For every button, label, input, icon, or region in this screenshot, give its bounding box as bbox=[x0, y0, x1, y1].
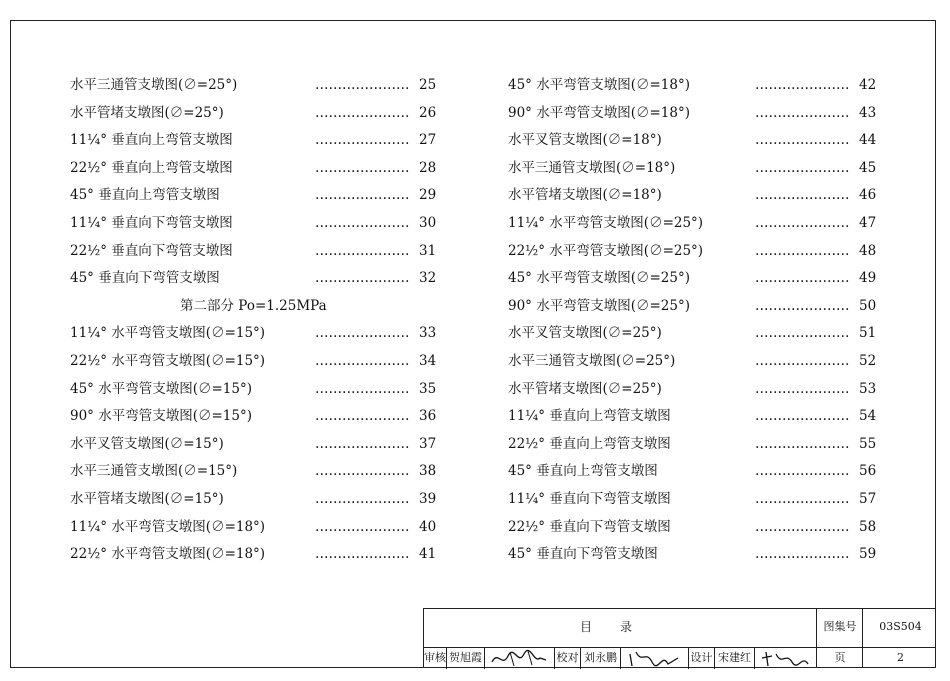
toc-leader-dots: ………………… bbox=[755, 242, 850, 259]
toc-leader-dots: ………………… bbox=[315, 159, 410, 176]
toc-leader-dots: ………………… bbox=[755, 270, 850, 287]
designer-name: 宋建红 bbox=[718, 651, 751, 664]
section-heading bbox=[70, 293, 435, 321]
toc-entry-title: 22½° 水平弯管支墩图(∅=25°) bbox=[508, 242, 704, 259]
toc-entry bbox=[70, 155, 435, 183]
toc-page-number: 29 bbox=[419, 187, 437, 204]
toc-page-number: 51 bbox=[859, 325, 877, 342]
toc-page-number: 50 bbox=[859, 297, 877, 314]
toc-entry-title: 22½° 垂直向上弯管支墩图 bbox=[508, 435, 671, 452]
toc-entry bbox=[70, 541, 435, 569]
toc-page-number: 33 bbox=[419, 325, 437, 342]
toc-entry bbox=[70, 320, 435, 348]
toc-page-number: 31 bbox=[419, 242, 437, 259]
toc-entry bbox=[70, 72, 435, 100]
toc-leader-dots: ………………… bbox=[315, 270, 410, 287]
toc-leader-dots: ………………… bbox=[315, 214, 410, 231]
toc-entry-title: 11¼° 垂直向上弯管支墩图 bbox=[508, 408, 671, 425]
design-label: 设计 bbox=[690, 651, 713, 664]
toc-entry bbox=[508, 155, 877, 183]
toc-leader-dots: ………………… bbox=[755, 435, 850, 452]
title-block-col-divider bbox=[754, 647, 755, 669]
toc-entry bbox=[70, 127, 435, 155]
toc-entry-title: 11¼° 水平弯管支墩图(∅=18°) bbox=[70, 518, 266, 535]
toc-leader-dots: ………………… bbox=[755, 380, 850, 397]
toc-entry bbox=[508, 238, 877, 266]
toc-page-number: 49 bbox=[859, 270, 877, 287]
toc-leader-dots: ………………… bbox=[755, 518, 850, 535]
toc-entry bbox=[508, 403, 877, 431]
toc-entry bbox=[508, 265, 877, 293]
toc-leader-dots: ………………… bbox=[315, 490, 410, 507]
toc-entry bbox=[70, 486, 435, 514]
title-block-col-divider bbox=[484, 647, 485, 669]
toc-entry bbox=[70, 403, 435, 431]
toc-entry-title: 水平叉管支墩图(∅=25°) bbox=[508, 325, 662, 342]
review-label: 审核 bbox=[424, 651, 446, 664]
toc-entry bbox=[508, 127, 877, 155]
section-heading-text: 第二部分 Po=1.25MPa bbox=[180, 297, 327, 314]
toc-entry bbox=[508, 182, 877, 210]
toc-entry-title: 22½° 垂直向下弯管支墩图 bbox=[70, 242, 233, 259]
toc-entry bbox=[508, 320, 877, 348]
toc-leader-dots: ………………… bbox=[755, 352, 850, 369]
toc-entry-title: 11¼° 水平弯管支墩图(∅=15°) bbox=[70, 325, 266, 342]
toc-entry-title: 水平三通管支墩图(∅=15°) bbox=[70, 463, 238, 480]
toc-entry-title: 水平三通管支墩图(∅=18°) bbox=[508, 159, 676, 176]
toc-page-number: 38 bbox=[419, 463, 437, 480]
toc-leader-dots: ………………… bbox=[315, 325, 410, 342]
toc-entry-title: 水平三通管支墩图(∅=25°) bbox=[508, 352, 676, 369]
toc-page-number: 56 bbox=[859, 463, 877, 480]
toc-entry bbox=[70, 376, 435, 404]
toc-page-number: 58 bbox=[859, 518, 877, 535]
toc-leader-dots: ………………… bbox=[315, 408, 410, 425]
atlas-number-label: 图集号 bbox=[823, 620, 857, 633]
toc-entry-title: 45° 垂直向上弯管支墩图 bbox=[70, 187, 220, 204]
toc-entry bbox=[70, 238, 435, 266]
toc-entry-title: 45° 水平弯管支墩图(∅=18°) bbox=[508, 77, 690, 93]
toc-left-column bbox=[70, 72, 435, 569]
checker-name: 刘永鹏 bbox=[584, 651, 617, 664]
toc-page-number: 44 bbox=[859, 132, 877, 149]
toc-entry-title: 90° 水平弯管支墩图(∅=25°) bbox=[508, 297, 690, 314]
toc-leader-dots: ………………… bbox=[755, 159, 850, 176]
toc-entry-title: 水平管堵支墩图(∅=25°) bbox=[70, 104, 224, 121]
toc-page-number: 53 bbox=[859, 380, 877, 397]
toc-page-number: 28 bbox=[419, 159, 437, 176]
toc-entry bbox=[70, 458, 435, 486]
toc-leader-dots: ………………… bbox=[315, 518, 410, 535]
toc-entry bbox=[508, 486, 877, 514]
toc-page-number: 43 bbox=[859, 104, 877, 121]
toc-leader-dots: ………………… bbox=[755, 132, 850, 149]
toc-page-number: 40 bbox=[419, 518, 437, 535]
document-title: 目录 bbox=[579, 620, 660, 634]
check-label: 校对 bbox=[556, 651, 579, 664]
toc-entry bbox=[508, 431, 877, 459]
toc-page-number: 59 bbox=[859, 546, 877, 563]
title-block-col-divider bbox=[620, 647, 621, 669]
toc-page-number: 45 bbox=[859, 159, 877, 176]
toc-entry bbox=[70, 265, 435, 293]
page-label: 页 bbox=[834, 651, 846, 664]
toc-entry bbox=[508, 293, 877, 321]
toc-entry bbox=[70, 210, 435, 238]
toc-entry-title: 22½° 垂直向上弯管支墩图 bbox=[70, 159, 233, 176]
toc-entry bbox=[508, 514, 877, 542]
toc-entry-title: 22½° 水平弯管支墩图(∅=18°) bbox=[70, 546, 266, 563]
title-block bbox=[423, 608, 936, 668]
toc-page-number: 26 bbox=[419, 104, 437, 121]
toc-entry-title: 11¼° 垂直向上弯管支墩图 bbox=[70, 132, 233, 149]
toc-page-number: 35 bbox=[419, 380, 437, 397]
toc-entry-title: 45° 水平弯管支墩图(∅=25°) bbox=[508, 270, 690, 287]
toc-entry-title: 22½° 水平弯管支墩图(∅=15°) bbox=[70, 352, 266, 369]
title-block-col-divider bbox=[816, 609, 817, 668]
toc-page-number: 54 bbox=[859, 408, 877, 425]
toc-entry-title: 水平叉管支墩图(∅=15°) bbox=[70, 435, 224, 452]
toc-entry-title: 11¼° 水平弯管支墩图(∅=25°) bbox=[508, 214, 704, 231]
toc-page-number: 32 bbox=[419, 270, 437, 287]
page-number: 2 bbox=[897, 651, 904, 664]
toc-entry-title: 90° 水平弯管支墩图(∅=15°) bbox=[70, 408, 252, 425]
reviewer-signature bbox=[488, 648, 550, 670]
toc-entry bbox=[70, 514, 435, 542]
toc-entry-title: 11¼° 垂直向下弯管支墩图 bbox=[508, 490, 671, 507]
toc-leader-dots: ………………… bbox=[315, 380, 410, 397]
toc-entry-title: 90° 水平弯管支墩图(∅=18°) bbox=[508, 104, 690, 121]
toc-entry bbox=[508, 210, 877, 238]
toc-entry bbox=[508, 348, 877, 376]
checker-signature bbox=[624, 648, 684, 670]
toc-entry-title: 水平管堵支墩图(∅=25°) bbox=[508, 380, 662, 397]
toc-page-number: 48 bbox=[859, 242, 877, 259]
toc-entry bbox=[508, 541, 877, 569]
toc-entry-title: 45° 垂直向下弯管支墩图 bbox=[70, 270, 220, 287]
toc-leader-dots: ………………… bbox=[315, 104, 410, 121]
toc-leader-dots: ………………… bbox=[315, 546, 410, 563]
toc-page-number: 27 bbox=[419, 132, 437, 149]
toc-leader-dots: ………………… bbox=[755, 214, 850, 231]
designer-signature bbox=[758, 648, 814, 670]
toc-page-number: 42 bbox=[859, 77, 877, 93]
toc-leader-dots: ………………… bbox=[755, 187, 850, 204]
toc-leader-dots: ………………… bbox=[315, 132, 410, 149]
toc-page-number: 57 bbox=[859, 490, 877, 507]
toc-entry-title: 水平三通管支墩图(∅=25°) bbox=[70, 77, 238, 93]
toc-entry bbox=[70, 100, 435, 128]
toc-leader-dots: ………………… bbox=[755, 463, 850, 480]
toc-entry-title: 22½° 垂直向下弯管支墩图 bbox=[508, 518, 671, 535]
toc-leader-dots: ………………… bbox=[755, 325, 850, 342]
toc-entry-title: 45° 水平弯管支墩图(∅=15°) bbox=[70, 380, 252, 397]
toc-page-number: 46 bbox=[859, 187, 877, 204]
toc-entry-title: 水平管堵支墩图(∅=15°) bbox=[70, 490, 224, 507]
toc-right-column bbox=[508, 72, 877, 569]
toc-entry-title: 45° 垂直向下弯管支墩图 bbox=[508, 546, 658, 563]
toc-leader-dots: ………………… bbox=[755, 77, 850, 93]
atlas-number: 03S504 bbox=[879, 620, 922, 633]
toc-page-number: 36 bbox=[419, 408, 437, 425]
toc-leader-dots: ………………… bbox=[755, 297, 850, 314]
toc-entry bbox=[508, 458, 877, 486]
toc-leader-dots: ………………… bbox=[755, 408, 850, 425]
toc-page-number: 37 bbox=[419, 435, 437, 452]
toc-entry bbox=[70, 431, 435, 459]
toc-page-number: 34 bbox=[419, 352, 437, 369]
toc-page-number: 30 bbox=[419, 214, 437, 231]
toc-entry bbox=[70, 348, 435, 376]
toc-page-number: 52 bbox=[859, 352, 877, 369]
toc-leader-dots: ………………… bbox=[315, 77, 410, 93]
toc-entry bbox=[70, 182, 435, 210]
toc-entry-title: 水平管堵支墩图(∅=18°) bbox=[508, 187, 662, 204]
toc-entry bbox=[508, 376, 877, 404]
toc-page-number: 47 bbox=[859, 214, 877, 231]
toc-entry bbox=[508, 72, 877, 100]
toc-page-number: 41 bbox=[419, 546, 437, 563]
toc-leader-dots: ………………… bbox=[315, 187, 410, 204]
toc-leader-dots: ………………… bbox=[755, 104, 850, 121]
toc-leader-dots: ………………… bbox=[315, 435, 410, 452]
toc-page-number: 39 bbox=[419, 490, 437, 507]
toc-leader-dots: ………………… bbox=[315, 463, 410, 480]
toc-leader-dots: ………………… bbox=[315, 352, 410, 369]
toc-page-number: 55 bbox=[859, 435, 877, 452]
toc-leader-dots: ………………… bbox=[315, 242, 410, 259]
toc-leader-dots: ………………… bbox=[755, 546, 850, 563]
reviewer-name: 贺旭霞 bbox=[449, 651, 482, 664]
toc-leader-dots: ………………… bbox=[755, 490, 850, 507]
toc-entry-title: 45° 垂直向上弯管支墩图 bbox=[508, 463, 658, 480]
toc-entry-title: 11¼° 垂直向下弯管支墩图 bbox=[70, 214, 233, 231]
title-block-col-divider bbox=[862, 609, 863, 668]
toc-entry-title: 水平叉管支墩图(∅=18°) bbox=[508, 132, 662, 149]
toc-page-number: 25 bbox=[419, 77, 437, 93]
toc-entry bbox=[508, 100, 877, 128]
